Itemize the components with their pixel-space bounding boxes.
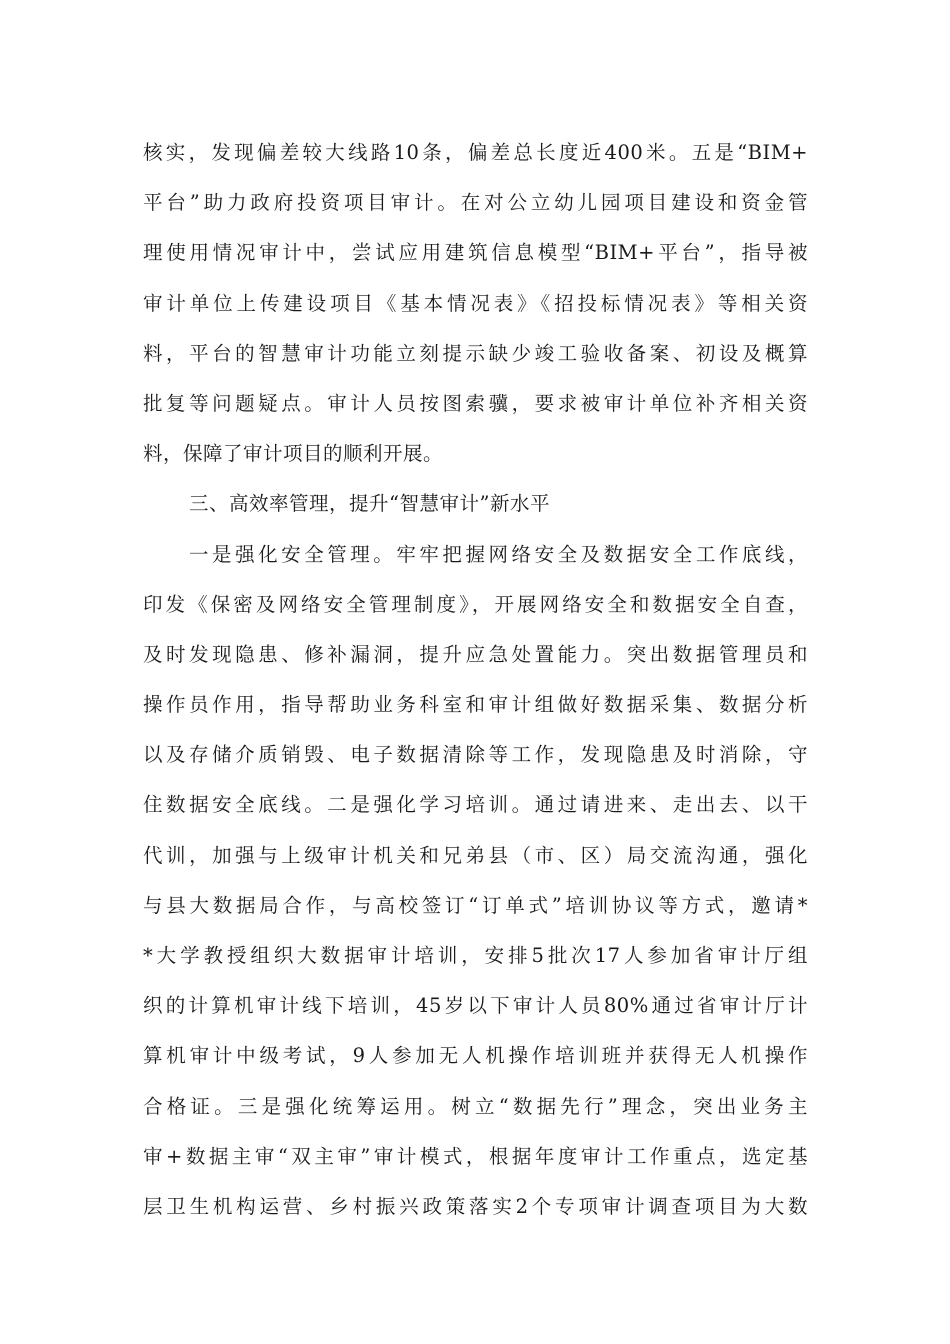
text-line: 代训，加强与上级审计机关和兄弟县（市、区）局交流沟通，强化 [143, 843, 808, 867]
text-line: 核实，发现偏差较大线路10条，偏差总长度近400米。五是“BIM+ [143, 141, 808, 164]
text-line: 审计单位上传建设项目《基本情况表》《招投标情况表》等相关资 [143, 291, 808, 315]
text-line: 算机审计中级考试，9人参加无人机操作培训班并获得无人机操作 [143, 1044, 808, 1068]
text-line: 平台”助力政府投资项目审计。在对公立幼儿园项目建设和资金管 [143, 191, 808, 215]
text-line: 织的计算机审计线下培训，45岁以下审计人员80%通过省审计厅计 [143, 994, 808, 1018]
text-line: 层卫生机构运营、乡村振兴政策落实2个专项审计调查项目为大数 [143, 1194, 808, 1218]
text-line: *大学教授组织大数据审计培训，安排5批次17人参加省审计厅组 [143, 944, 808, 967]
body-text [143, 128, 808, 1232]
text-line: 料，平台的智慧审计功能立刻提示缺少竣工验收备案、初设及概算 [143, 341, 808, 365]
text-line: 印发《保密及网络安全管理制度》，开展网络安全和数据安全自查， [143, 592, 808, 616]
text-line: 及时发现隐患、修补漏洞，提升应急处置能力。突出数据管理员和 [143, 642, 808, 666]
text-line: 操作员作用，指导帮助业务科室和审计组做好数据采集、数据分析 [143, 693, 808, 717]
text-line: 合格证。三是强化统筹运用。树立“数据先行”理念，突出业务主 [143, 1094, 808, 1118]
text-line: 审+数据主审“双主审”审计模式，根据年度审计工作重点，选定基 [143, 1144, 808, 1168]
text-line: 住数据安全底线。二是强化学习培训。通过请进来、走出去、以干 [143, 793, 808, 817]
text-line: 一是强化安全管理。牢牢把握网络安全及数据安全工作底线， [189, 542, 808, 566]
text-line: 理使用情况审计中，尝试应用建筑信息模型“BIM+平台”，指导被 [143, 241, 808, 265]
text-line: 料，保障了审计项目的顺利开展。 [143, 442, 444, 466]
text-line: 以及存储介质销毁、电子数据清除等工作，发现隐患及时消除，守 [143, 743, 808, 767]
text-line: 与县大数据局合作，与高校签订“订单式”培训协议等方式，邀请* [143, 893, 808, 917]
text-line: 批复等问题疑点。审计人员按图索骥，要求被审计单位补齐相关资 [143, 391, 808, 415]
section-heading: 三、高效率管理，提升“智慧审计”新水平 [189, 492, 550, 516]
